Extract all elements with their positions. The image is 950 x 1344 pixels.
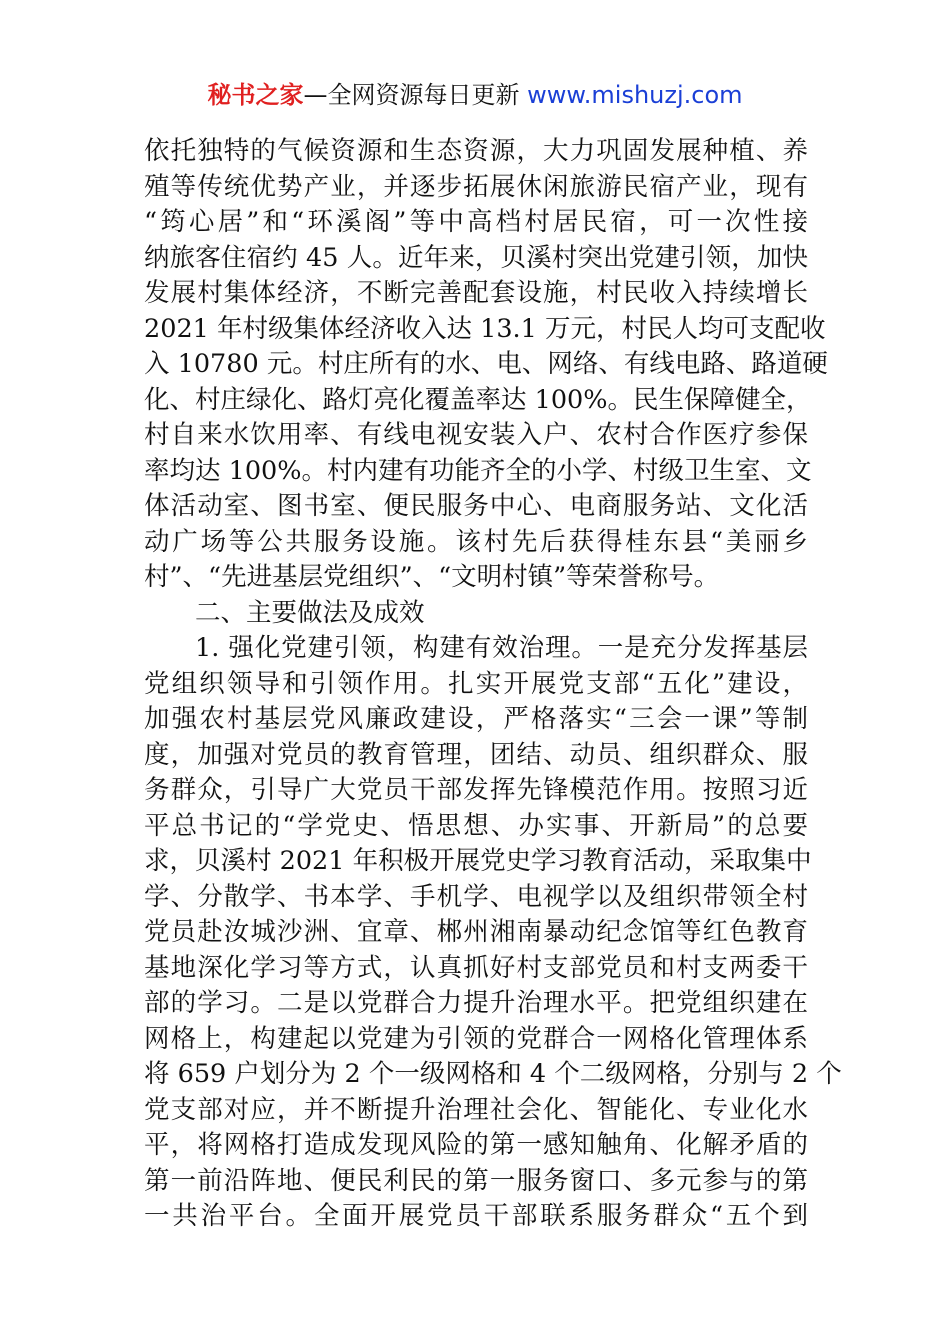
text-line: 加强农村基层党风廉政建设，严格落实“三会一课”等制	[144, 704, 808, 734]
text-line: “筠心居”和“环溪阁”等中高档村居民宿，可一次性接	[144, 207, 808, 237]
text-line: 第一前沿阵地、便民利民的第一服务窗口、多元参与的第	[144, 1165, 808, 1196]
text-line: 村自来水饮用率、有线电视安装入户、农村合作医疗参保	[144, 420, 808, 450]
site-brand: 秘书之家	[207, 81, 304, 109]
text-line: 纳旅客住宿约 45 人。近年来，贝溪村突出党建引领，加快	[144, 242, 808, 273]
document-body	[144, 134, 842, 1235]
text-line: 化、村庄绿化、路灯亮化覆盖率达 100%。民生保障健全，	[144, 384, 812, 415]
text-line: 度，加强对党员的教育管理，团结、动员、组织群众、服	[144, 739, 808, 770]
text-line: 2021 年村级集体经济收入达 13.1 万元，村民人均可支配收	[144, 313, 826, 344]
text-line: 平，将网格打造成发现风险的第一感知触角、化解矛盾的	[144, 1130, 808, 1160]
text-line: 体活动室、图书室、便民服务中心、电商服务站、文化活	[144, 491, 808, 521]
text-line: 将 659 户划分为 2 个一级网格和 4 个二级网格，分别与 2 个	[144, 1059, 842, 1089]
text-line: 发展村集体经济，不断完善配套设施，村民收入持续增长	[144, 278, 808, 308]
text-line: 平总书记的“学党史、悟思想、办实事、开新局”的总要	[144, 810, 808, 841]
text-line: 一共治平台。全面开展党员干部联系服务群众“五个到	[144, 1201, 808, 1231]
text-line: 党员赴汝城沙洲、宜章、郴州湘南暴动纪念馆等红色教育	[144, 917, 808, 947]
section-heading: 二、主要做法及成效	[195, 597, 425, 628]
site-header	[0, 78, 950, 112]
text-line: 殖等传统优势产业，并逐步拓展休闲旅游民宿产业，现有	[144, 171, 808, 202]
text-line: 党组织领导和引领作用。扎实开展党支部“五化”建设，	[144, 668, 808, 699]
text-line: 入 10780 元。村庄所有的水、电、网络、有线电路、路道硬	[144, 349, 828, 379]
text-line: 网格上，构建起以党建为引领的党群合一网格化管理体系	[144, 1023, 808, 1054]
text-line: 依托独特的气候资源和生态资源，大力巩固发展种植、养	[144, 136, 808, 166]
text-line: 党支部对应，并不断提升治理社会化、智能化、专业化水	[144, 1094, 808, 1125]
text-line: 部的学习。二是以党群合力提升治理水平。把党组织建在	[144, 988, 808, 1018]
text-line: 求，贝溪村 2021 年积极开展党史学习教育活动，采取集中	[144, 846, 812, 876]
text-line: 务群众，引导广大党员干部发挥先锋模范作用。按照习近	[144, 775, 808, 805]
text-line: 村”、“先进基层党组织”、“文明村镇”等荣誉称号。	[144, 562, 720, 592]
site-tagline: —全网资源每日更新	[303, 81, 528, 109]
text-line: 动广场等公共服务设施。该村先后获得桂东县“美丽乡	[144, 526, 808, 557]
text-line: 基地深化学习等方式，认真抓好村支部党员和村支两委干	[144, 952, 808, 983]
text-line: 率均达 100%。村内建有功能齐全的小学、村级卫生室、文	[144, 455, 812, 486]
site-url-link[interactable]: www.mishuzj.com	[527, 81, 743, 109]
text-line: 1. 强化党建引领，构建有效治理。一是充分发挥基层	[195, 633, 808, 663]
text-line: 学、分散学、书本学、手机学、电视学以及组织带领全村	[144, 881, 808, 912]
